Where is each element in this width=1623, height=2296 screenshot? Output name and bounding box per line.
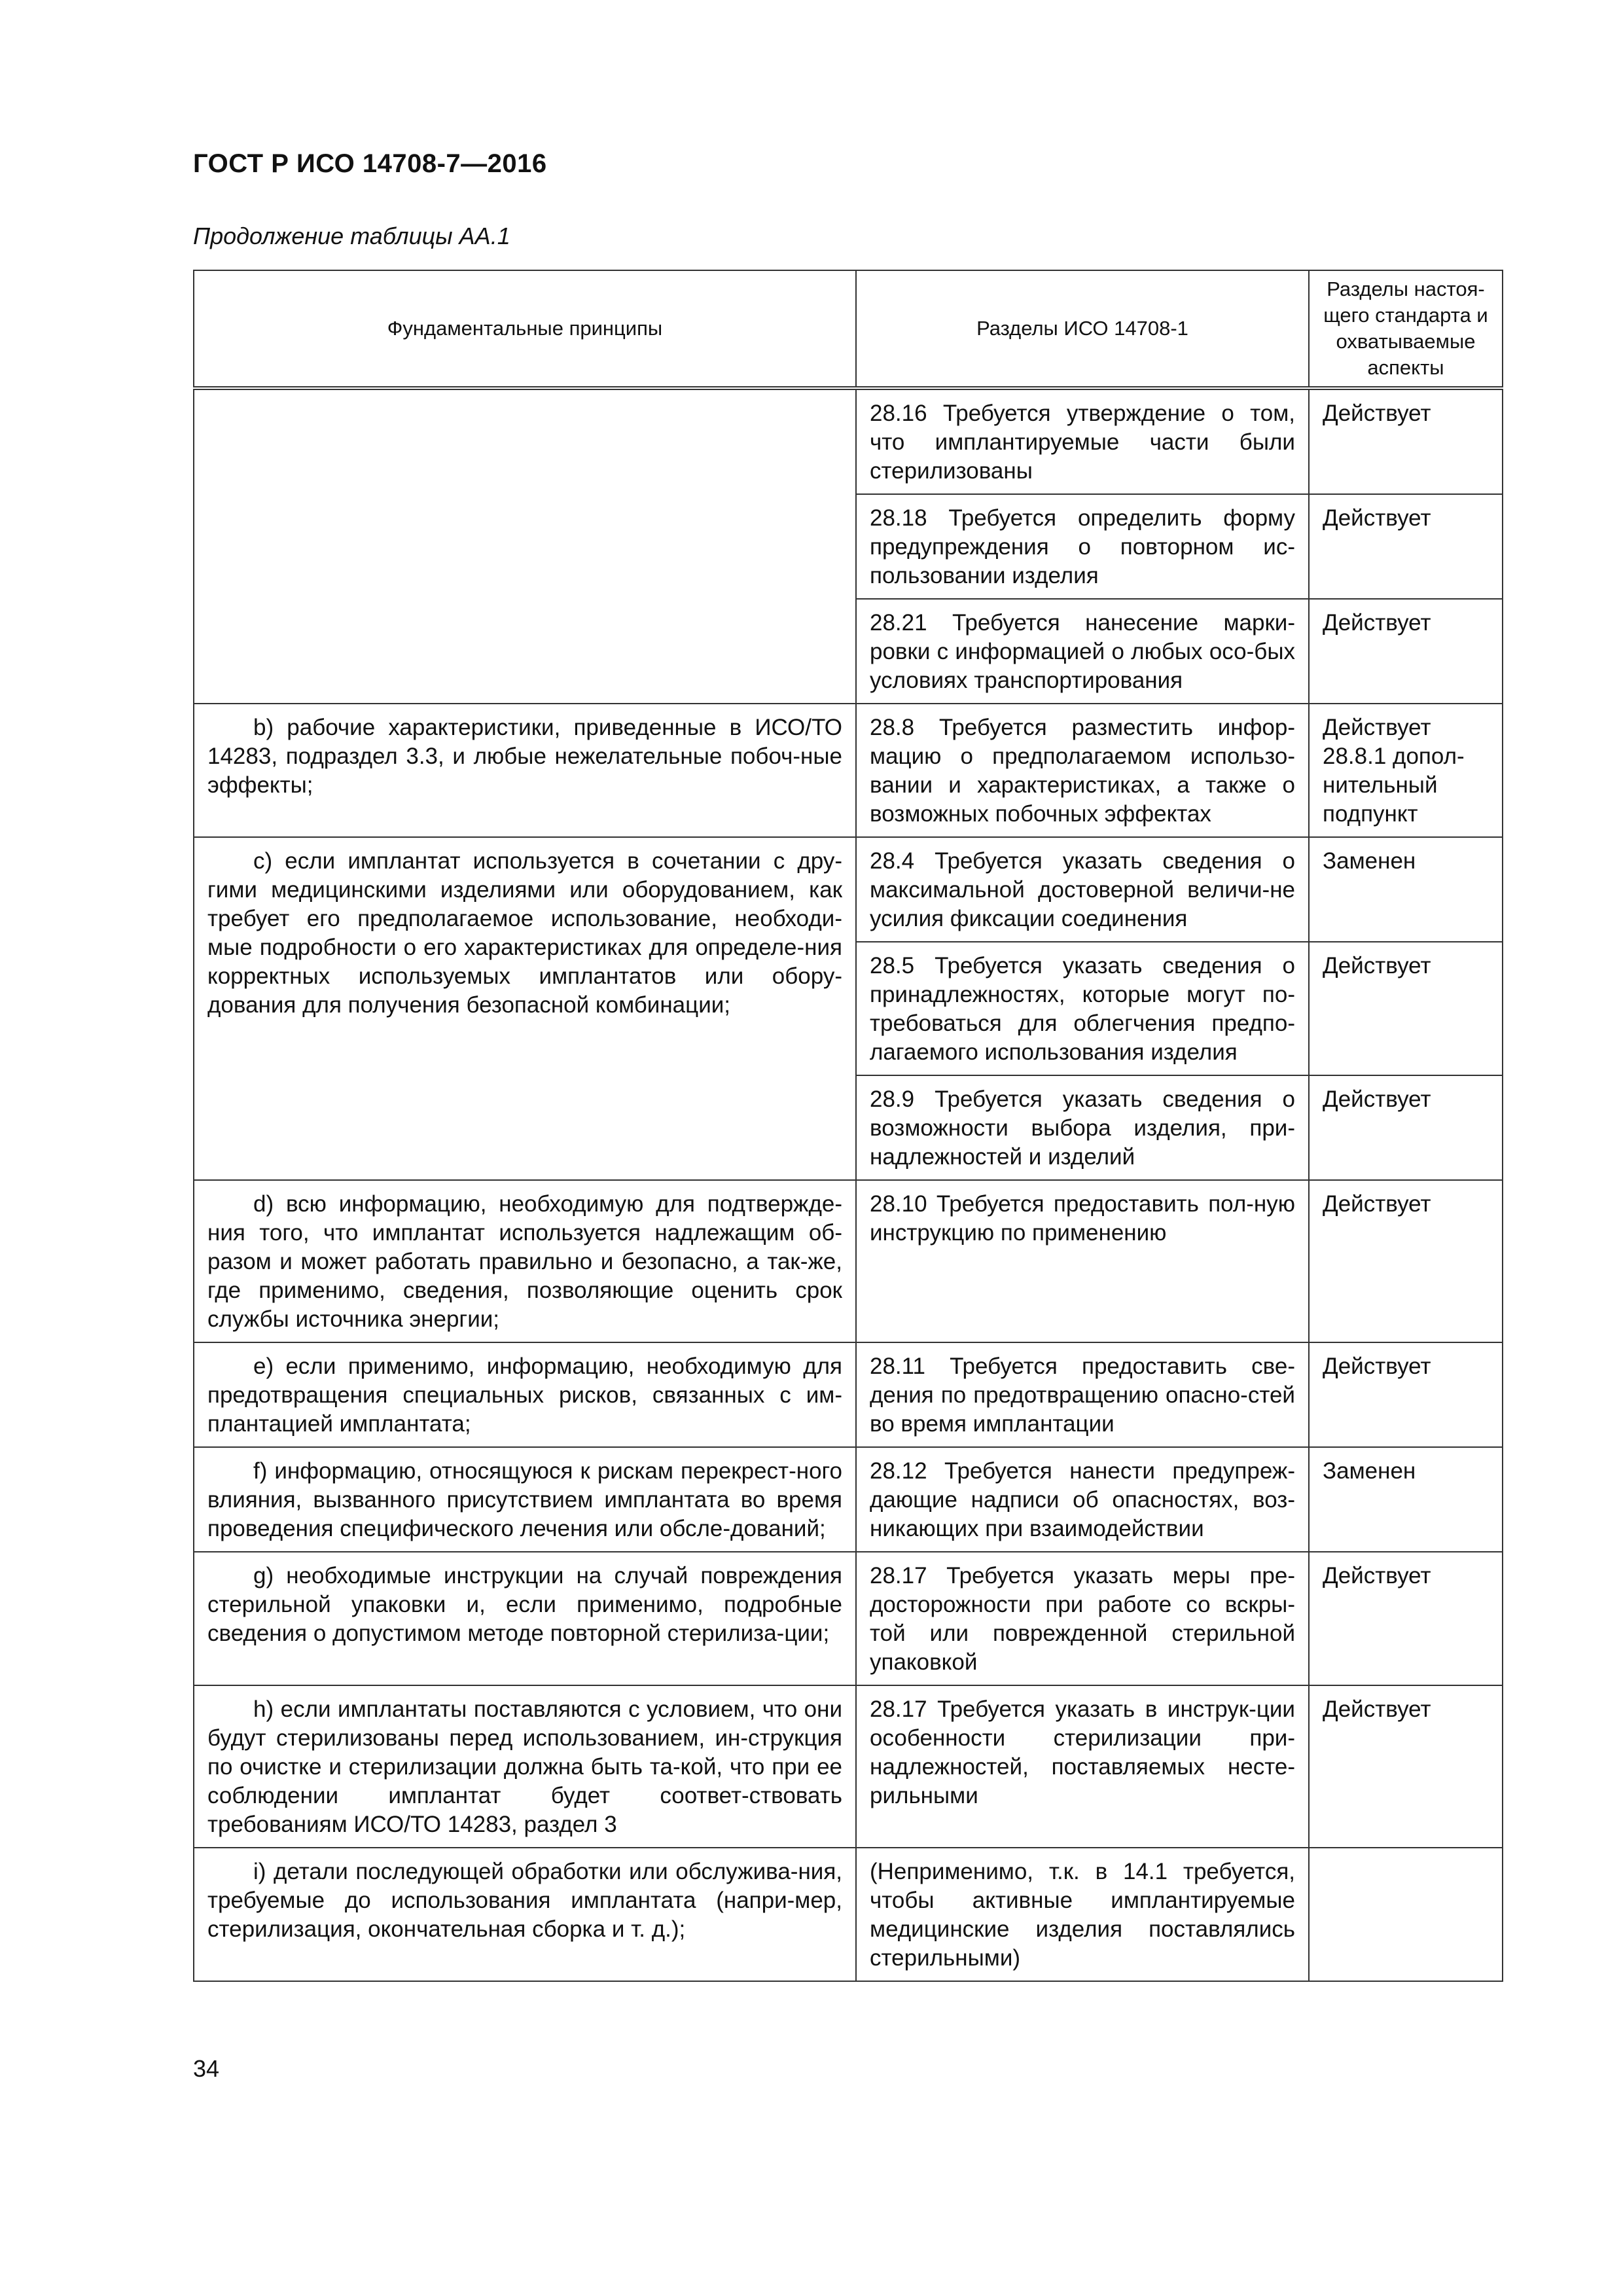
- iso-section-cell: 28.5 Требуется указать сведения о принадлежностях, которые могут по-требоваться для облегчения предпо-лагаемого использования изделия: [856, 942, 1309, 1075]
- table-row: [194, 1342, 1503, 1447]
- principle-cell: [194, 1180, 856, 1342]
- iso-section-cell: 28.10 Требуется предоставить пол-ную инструкцию по применению: [856, 1180, 1309, 1342]
- principle-cell: [194, 1552, 856, 1685]
- principle-text: f) информацию, относящуюся к рискам перекрест-ного влияния, вызванного присутствием имплантата во время проведения специфического лечения или обсле-дований;: [207, 1458, 842, 1541]
- table-row: [194, 1552, 1503, 1685]
- table-header-row: [194, 270, 1503, 388]
- iso-section-cell: 28.16 Требуется утверждение о том, что имплантируемые части были стерилизованы: [856, 388, 1309, 494]
- requirements-table: [193, 270, 1503, 1982]
- table-row: [194, 1447, 1503, 1552]
- status-cell: Действует: [1309, 1685, 1503, 1848]
- principle-cell: [194, 388, 856, 704]
- iso-section-cell: (Неприменимо, т.к. в 14.1 требуется, чтобы активные имплантируемые медицинские изделия поставлялись стерильными): [856, 1848, 1309, 1981]
- iso-section-cell: 28.11 Требуется предоставить све-дения по предотвращению опасно-стей во время имплантации: [856, 1342, 1309, 1447]
- principle-text: g) необходимые инструкции на случай повреждения стерильной упаковки и, если применимо, подробные сведения о допустимом методе повторной стерилиза-ции;: [207, 1563, 842, 1646]
- page-number: 34: [193, 2055, 220, 2082]
- table-caption: Продолжение таблицы АА.1: [193, 223, 510, 249]
- column-header-standard-sections: Разделы настоя-щего стандарта и охватываемые аспекты: [1309, 270, 1503, 388]
- principle-text: h) если имплантаты поставляются с условием, что они будут стерилизованы перед использованием, ин-струкция по очистке и стерилизации должна быть та-кой, что при ее соблюдении имплантат будет соответ-ствовать требованиям ИСО/ТО 14283, раздел 3: [207, 1696, 842, 1837]
- iso-section-cell: 28.21 Требуется нанесение марки-ровки с информацией о любых осо-бых условиях транспортирования: [856, 599, 1309, 704]
- status-cell: Действует: [1309, 1180, 1503, 1342]
- iso-section-cell: 28.8 Требуется разместить инфор-мацию о предполагаемом использо-вании и характеристиках, а также о возможных побочных эффектах: [856, 704, 1309, 837]
- table-row: [194, 837, 1503, 942]
- iso-section-cell: 28.9 Требуется указать сведения о возможности выбора изделия, при-надлежностей и изделий: [856, 1075, 1309, 1180]
- principle-cell: [194, 837, 856, 1180]
- document-title: ГОСТ Р ИСО 14708-7—2016: [193, 149, 547, 178]
- iso-section-cell: 28.12 Требуется нанести предупреж-дающие надписи об опасностях, воз-никающих при взаимодействии: [856, 1447, 1309, 1552]
- principle-cell: [194, 1447, 856, 1552]
- principle-text: d) всю информацию, необходимую для подтвержде-ния того, что имплантат используется надлежащим об-разом и может работать правильно и безопасно, а так-же, где применимо, сведения, позволяющие оценить срок службы источника энергии;: [207, 1191, 842, 1332]
- principle-text: b) рабочие характеристики, приведенные в ИСО/ТО 14283, подраздел 3.3, и любые нежелательные побоч-ные эффекты;: [207, 715, 842, 798]
- status-cell: Заменен: [1309, 837, 1503, 942]
- principle-cell: [194, 1342, 856, 1447]
- table-row: [194, 704, 1503, 837]
- iso-section-cell: 28.17 Требуется указать меры пре-досторожности при работе со вскры-той или поврежденной стерильной упаковкой: [856, 1552, 1309, 1685]
- status-cell: Заменен: [1309, 1447, 1503, 1552]
- column-header-principles: Фундаментальные принципы: [194, 270, 856, 388]
- iso-section-cell: 28.18 Требуется определить форму предупреждения о повторном ис-пользовании изделия: [856, 494, 1309, 599]
- principle-cell: [194, 1848, 856, 1981]
- principle-text: c) если имплантат используется в сочетании с дру-гими медицинскими изделиями или оборудованием, как требует его предполагаемое использование, необходи-мые подробности о его характеристиках для определе-ния корректных используемых имплантатов или обору-дования для получения безопасной комбинации;: [207, 848, 842, 1018]
- status-cell: Действует: [1309, 1552, 1503, 1685]
- principle-text: e) если применимо, информацию, необходимую для предотвращения специальных рисков, связанных с им-плантацией имплантата;: [207, 1354, 842, 1437]
- status-cell: Действует: [1309, 1075, 1503, 1180]
- table-row: [194, 1685, 1503, 1848]
- column-header-iso-sections: Разделы ИСО 14708-1: [856, 270, 1309, 388]
- status-cell: [1309, 1848, 1503, 1981]
- iso-section-cell: 28.17 Требуется указать в инструк-ции особенности стерилизации при-надлежностей, поставляемых несте-рильными: [856, 1685, 1309, 1848]
- status-cell: Действует: [1309, 942, 1503, 1075]
- status-cell: Действует 28.8.1 допол-нительный подпункт: [1309, 704, 1503, 837]
- table-row: [194, 1180, 1503, 1342]
- status-cell: Действует: [1309, 388, 1503, 494]
- status-cell: Действует: [1309, 599, 1503, 704]
- table-row: [194, 388, 1503, 494]
- iso-section-cell: 28.4 Требуется указать сведения о максимальной достоверной величи-не усилия фиксации соединения: [856, 837, 1309, 942]
- principle-text: i) детали последующей обработки или обслужива-ния, требуемые до использования имплантата (напри-мер, стерилизация, окончательная сборка и т. д.);: [207, 1859, 842, 1942]
- table-row: [194, 1848, 1503, 1981]
- status-cell: Действует: [1309, 1342, 1503, 1447]
- principle-cell: [194, 1685, 856, 1848]
- status-cell: Действует: [1309, 494, 1503, 599]
- principle-cell: [194, 704, 856, 837]
